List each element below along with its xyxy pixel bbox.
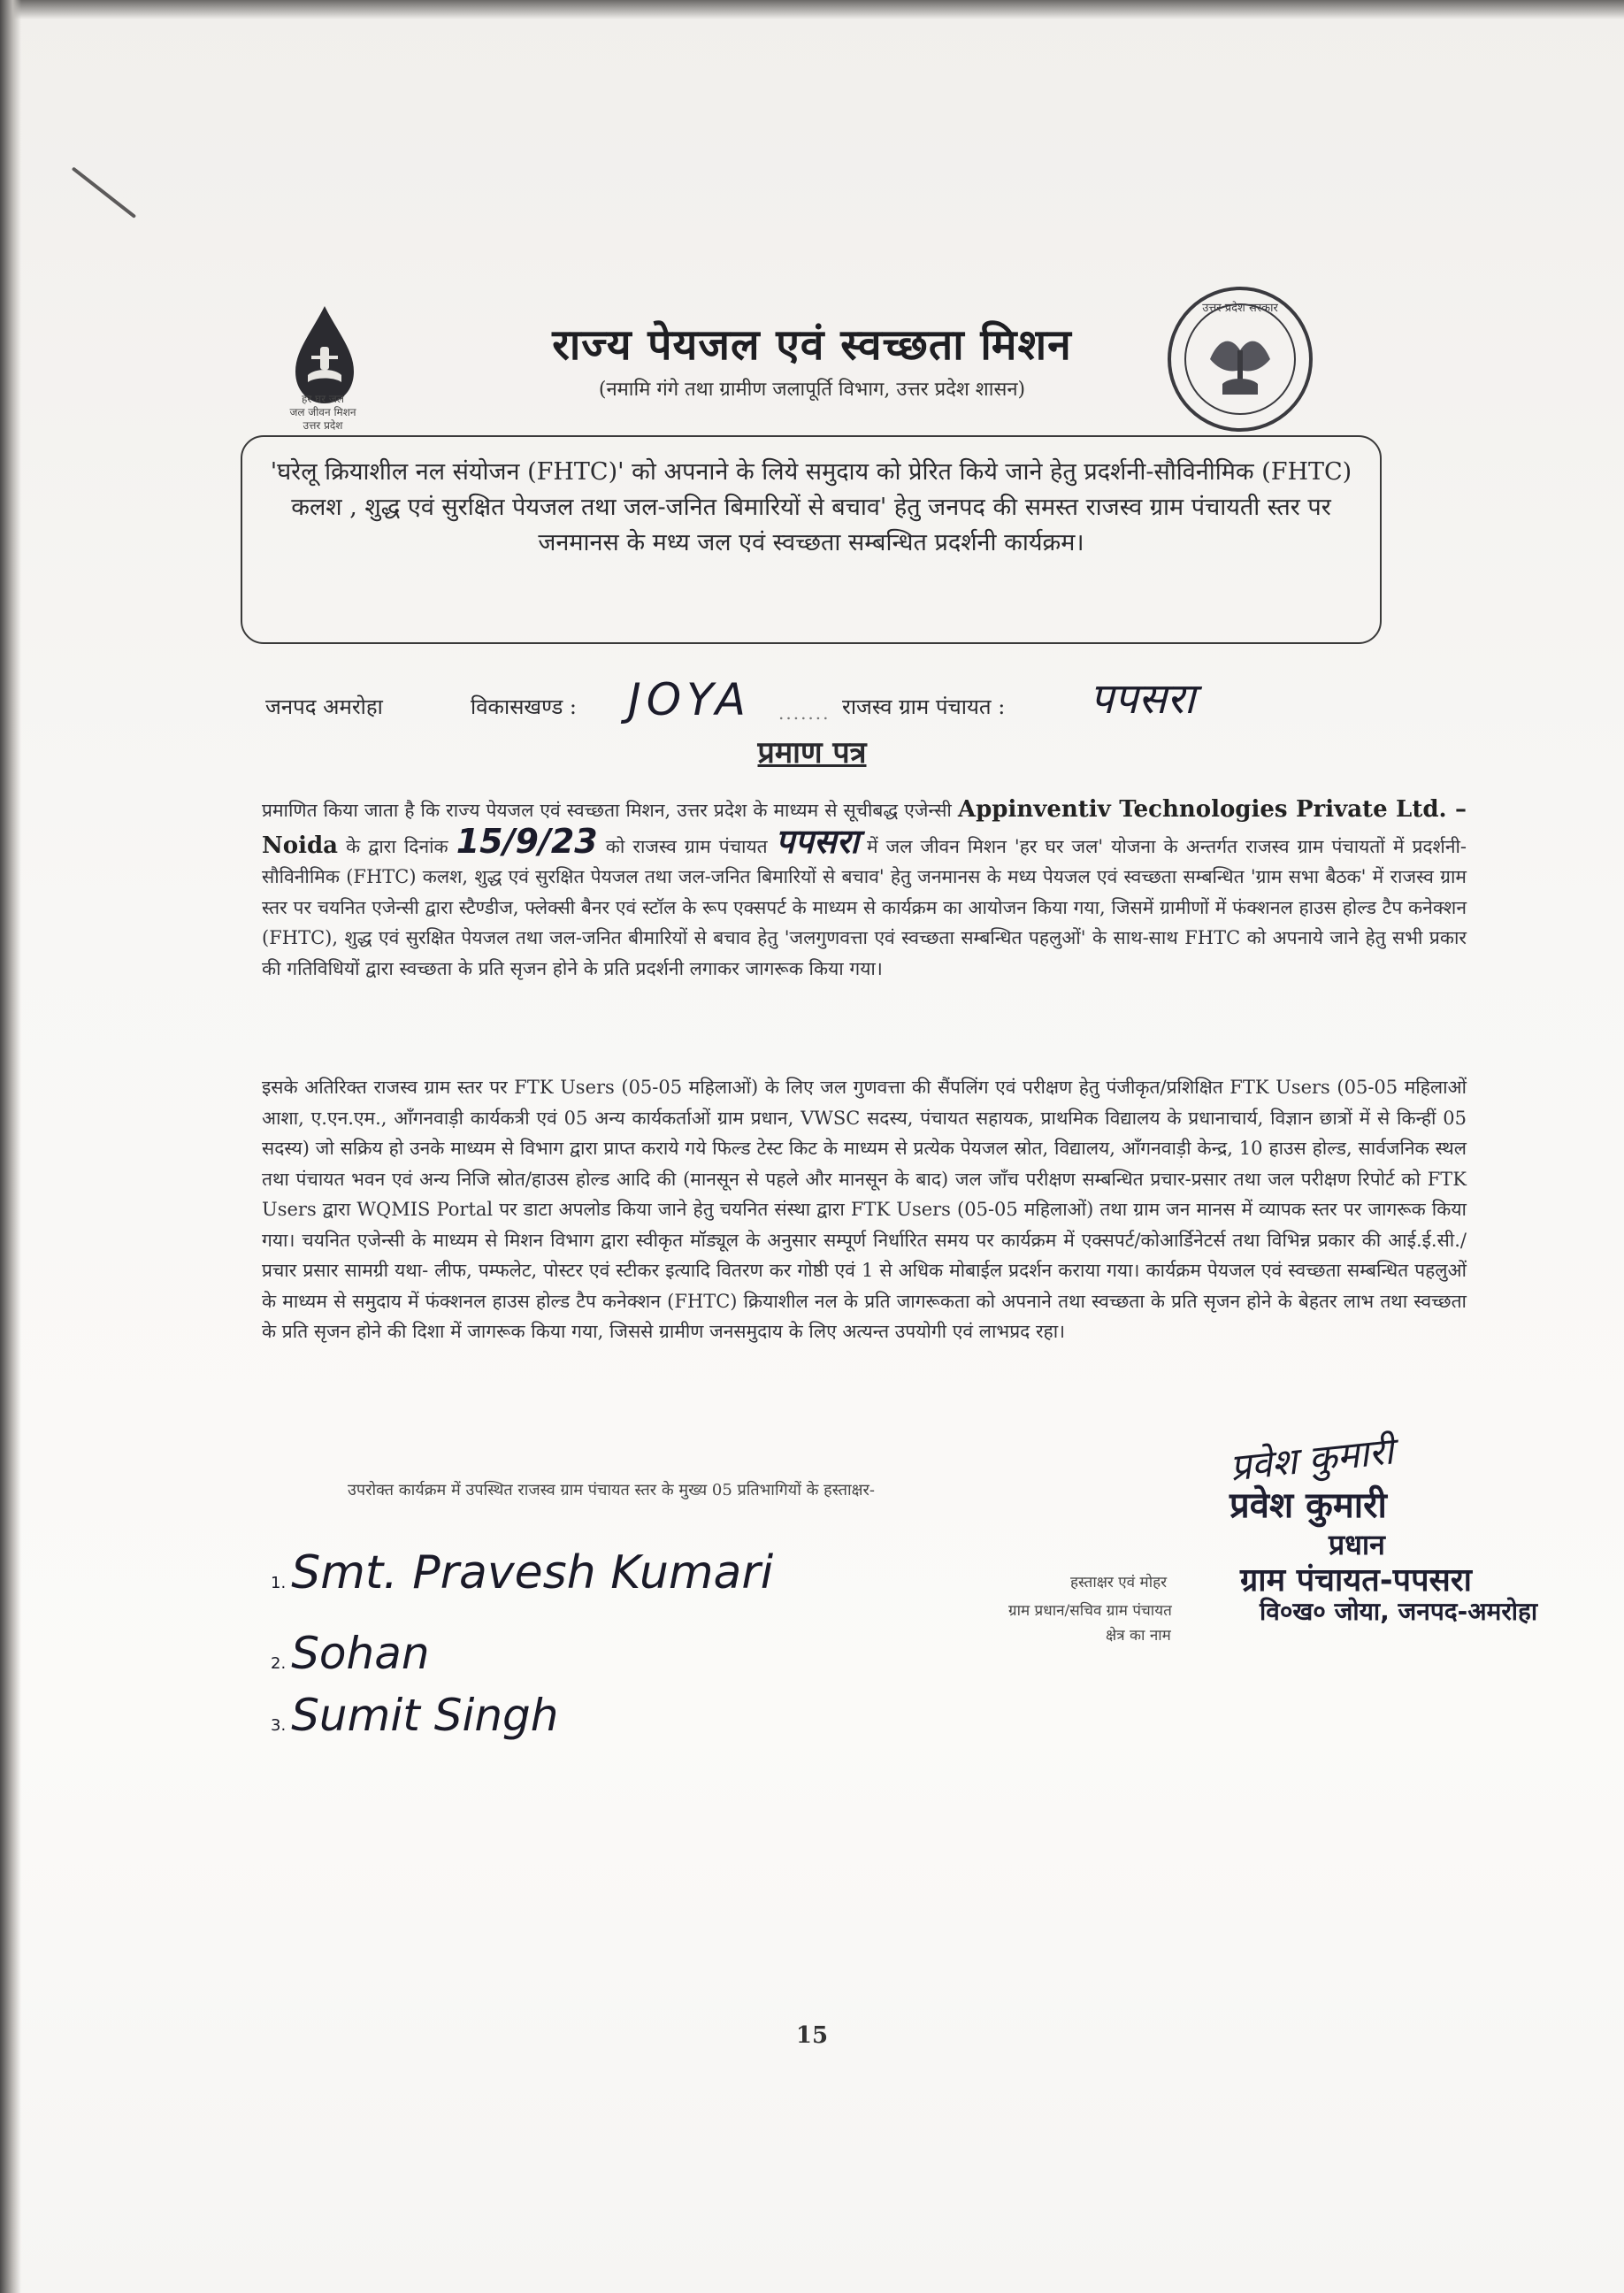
program-date: 15/9/23 — [456, 821, 598, 861]
signatory-number: 3. — [271, 1716, 287, 1735]
signatory-item — [271, 1628, 430, 1679]
signatory-number: 2. — [271, 1654, 287, 1673]
program-banner: 'घरेलू क्रियाशील नल संयोजन (FHTC)' को अपनाने के लिये समुदाय को प्रेरित किये जाने हेतु प्रदर्शनी-सौविनीमिक (FHTC) कलश , शुद्ध एवं सुरक्षित पेयजल तथा जल-जनित बिमारियों से बचाव' हेतु जनपद की समस्त राजस्व ग्राम पंचायती स्तर पर जनमानस के मध्य जल एवं स्वच्छता सम्बन्धित प्रदर्शनी कार्यक्रम। — [241, 435, 1382, 644]
para1-rest: में जल जीवन मिशन 'हर घर जल' योजना के अन्तर्गत राजस्व ग्राम पंचायतों में प्रदर्शनी-सौविनीमिक (FHTC) कलश, शुद्ध एवं सुरक्षित पेयजल तथा जल-जनित बिमारियों से बचाव' हेतु जनमानस के मध्य पेयजल एवं स्वच्छता सम्बन्धित 'ग्राम सभा बैठक' में राजस्व ग्राम स्तर पर चयनित एजेन्सी द्वारा स्टैण्डीज, फ्लेक्सी बैनर एवं स्टॉल के रूप एक्सपर्ट के माध्यम से कार्यक्रम का आयोजन किया गया, जिसमें ग्रामीणों में फंक्शनल हाउस होल्ड टैप कनेक्शन (FHTC), शुद्ध एवं सुरक्षित पेयजल तथा जल-जनित बीमारियों से बचाव हेतु 'जलगुणवत्ता एवं स्वच्छता सम्बन्धित पहलुओं' के साथ-साथ FHTC को अपनाये जाने हेतु सभी प्रकार की गतिविधियों द्वारा स्वच्छता के प्रति सृजन होने के प्रति प्रदर्शनी लगाकर जागरूक किया गया। — [262, 835, 1467, 979]
stamp-block-district: वि०ख० जोया, जनपद-अमरोहा — [1260, 1597, 1538, 1626]
dotted-leader: ....... — [778, 702, 831, 724]
seal-text: उत्तर प्रदेश सरकार — [1202, 302, 1278, 315]
logo-tagline: हर घर जल जल जीवन मिशन उत्तर प्रदेश — [289, 393, 356, 432]
mission-title: राज्य पेयजल एवं स्वच्छता मिशन — [552, 320, 1072, 370]
scan-top-shadow — [0, 0, 1624, 19]
pradhan-signature: प्रवेश कुमारी — [1228, 1429, 1396, 1490]
stamp-label-2: ग्राम प्रधान/सचिव ग्राम पंचायत — [1008, 1602, 1172, 1620]
district-label: जनपद अमरोहा — [265, 694, 383, 719]
page-number: 15 — [795, 2022, 829, 2049]
signatory-signature: Smt. Pravesh Kumari — [291, 1546, 774, 1599]
para1-mid2: को राजस्व ग्राम पंचायत — [597, 835, 776, 857]
mission-subtitle: (नमामि गंगे तथा ग्रामीण जलापूर्ति विभाग, उत्तर प्रदेश शासन) — [598, 379, 1026, 401]
signatories-note: उपरोक्त कार्यक्रम में उपस्थित राजस्व ग्राम पंचायत स्तर के मुख्य 05 प्रतिभागियों के हस्ताक्षर- — [348, 1481, 875, 1499]
block-label: विकासखण्ड : — [471, 694, 578, 719]
up-government-seal-icon — [1166, 285, 1314, 433]
signatory-item — [271, 1690, 558, 1741]
paragraph-2: इसके अतिरिक्त राजस्व ग्राम स्तर पर FTK Users (05-05 महिलाओं) के लिए जल गुणवत्ता की सैंपलिंग एवं परीक्षण हेतु पंजीकृत/प्रशिक्षित FTK Users (05-05 महिलाओं आशा, ए.एन.एम., आँगनवाड़ी कार्यकत्री एवं 05 अन्य कार्यकर्ताओं ग्राम प्रधान, VWSC सदस्य, पंचायत सहायक, प्राथमिक विद्यालय के प्रधानाचार्य, विज्ञान छात्रों में से किन्हीं 05 सदस्य) जो सक्रिय हो उनके माध्यम से विभाग द्वारा प्राप्त कराये गये फिल्ड टेस्ट किट के माध्यम से प्रत्येक पेयजल स्रोत, विद्यालय, आँगनवाड़ी केन्द्र, 10 हाउस होल्ड, सार्वजनिक स्थल तथा पंचायत भवन एवं अन्य निजि स्रोत/हाउस होल्ड आदि की (मानसून से पहले और मानसून के बाद) जल जाँच परीक्षण सम्बन्धित प्रचार-प्रसार तथा जल परीक्षण रिपोर्ट को FTK Users द्वारा WQMIS Portal पर डाटा अपलोड किया जाने हेतु चयनित संस्था द्वारा FTK Users (05-05 महिलाओं) तथा ग्राम जन मानस में व्यापक स्तर पर जागरूक किया गया। चयनित एजेन्सी के माध्यम से मिशन विभाग द्वारा स्वीकृत मॉड्यूल के अनुसार सम्पूर्ण निर्धारित समय पर कार्यक्रम में एक्सपर्ट/कोआर्डिनेटर्स तथा विभिन्न प्रकार की आई.ई.सी./प्रचार प्रसार सामग्री यथा- लीफ, पम्फलेट, पोस्टर एवं स्टीकर इत्यादि वितरण कर गोष्ठी एवं 1 से अधिक मोबाईल प्रदर्शन कराया गया। कार्यक्रम पेयजल एवं स्वच्छता सम्बन्धित पहलुओं के माध्यम से समुदाय में फंक्शनल हाउस होल्ड टैप कनेक्शन (FHTC) क्रियाशील नल के प्रति जागरूकता को अपनाने तथा स्वच्छता के प्रति सृजन होने के बेहतर लाभ तथा स्वच्छता के प्रति सृजन होने की दिशा में जागरूक किया गया, जिससे ग्रामीण जनसमुदाय के लिए अत्यन्त उपयोगी एवं लाभप्रद रहा। — [262, 1077, 1467, 1342]
paragraph-1 — [262, 794, 1467, 984]
stamp-label-3: क्षेत्र का नाम — [1106, 1627, 1171, 1645]
agency-name: Appinventiv Technologies Private Ltd. – Noida — [262, 796, 1467, 859]
village-label: राजस्व ग्राम पंचायत : — [842, 694, 1006, 719]
village-name-inline: पपसरा — [775, 821, 859, 861]
signatory-item — [271, 1546, 773, 1599]
certificate-title: प्रमाण पत्र — [757, 735, 867, 771]
para1-mid1: के द्वारा दिनांक — [338, 835, 456, 857]
signatory-signature: Sumit Singh — [291, 1690, 559, 1741]
pradhan-stamp-block — [991, 1429, 1557, 1645]
block-value: JOYA — [628, 674, 751, 725]
stamp-label-1: हस्ताक्षर एवं मोहर — [1070, 1574, 1168, 1591]
signatory-number: 1. — [271, 1574, 287, 1592]
stamp-gram-panchayat: ग्राम पंचायत-पपसरा — [1240, 1562, 1472, 1599]
field-row — [265, 674, 1398, 732]
village-value: पपसरा — [1090, 674, 1196, 724]
paper-mark — [72, 166, 136, 219]
para1-start: प्रमाणित किया जाता है कि राज्य पेयजल एवं स्वच्छता मिशन, उत्तर प्रदेश के माध्यम से सूचीबद्ध एजेन्सी — [262, 800, 958, 821]
pradhan-title: प्रधान — [1329, 1528, 1385, 1561]
pradhan-name: प्रवेश कुमारी — [1229, 1485, 1387, 1526]
signatory-signature: Sohan — [291, 1628, 430, 1679]
